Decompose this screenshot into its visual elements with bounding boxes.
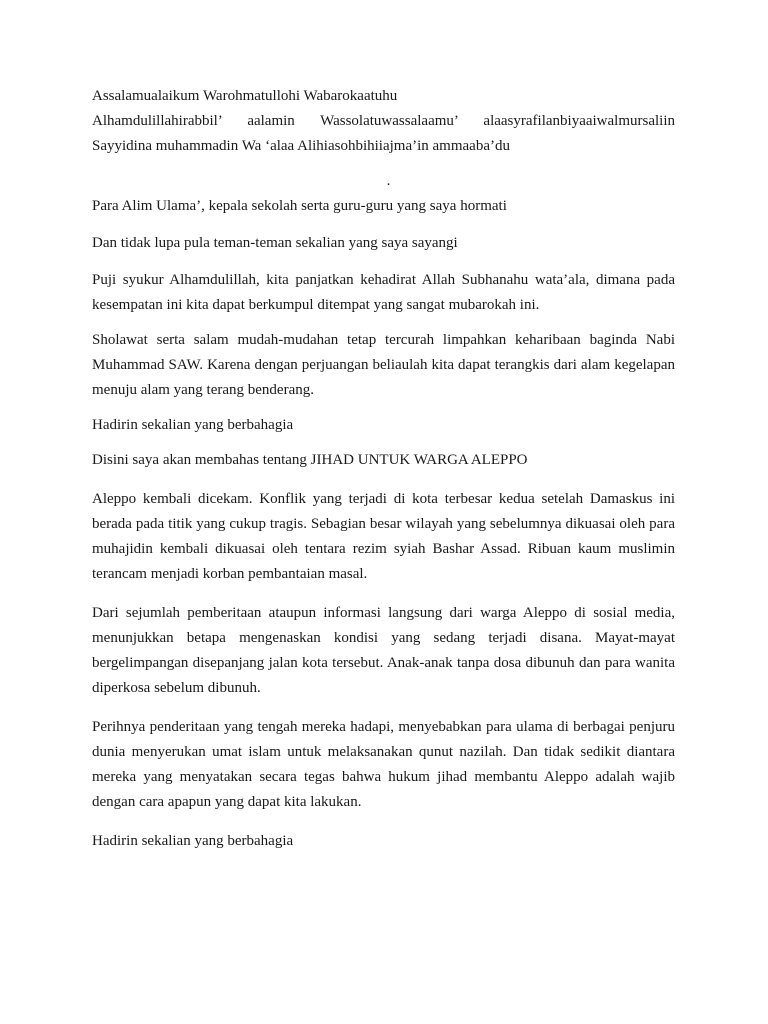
paragraph-audience-1: Hadirin sekalian yang berbahagia: [92, 417, 294, 433]
paragraph-address-ulama: Para Alim Ulama’, kepala sekolah serta guru-guru yang saya hormati: [92, 198, 507, 214]
paragraph-ulama-call: Perihnya penderitaan yang tengah mereka hadapi, menyebabkan para ulama di berbagai penjuru dunia menyerukan umat islam untuk melaksanakan qunut nazilah. Dan tidak sedikit diantara mereka yang menyatakan secara tegas bahwa hukum jihad membantu Aleppo adalah wajib dengan cara apapun yang dapat kita lakukan.: [92, 719, 675, 810]
paragraph-sholawat: Sholawat serta salam mudah-mudahan tetap tercurah limpahkan keharibaan baginda Nabi Muhammad SAW. Karena dengan perjuangan beliaulah kita dapat terangkis dari alam kegelapan menuju alam yang terang benderang.: [92, 332, 675, 398]
paragraph-topic: Disini saya akan membahas tentang JIHAD UNTUK WARGA ALEPPO: [92, 452, 528, 468]
paragraph-praise: Puji syukur Alhamdulillah, kita panjatkan kehadirat Allah Subhanahu wata’ala, dimana pada kesempatan ini kita dapat berkumpul ditempat yang sangat mubarokah ini.: [92, 272, 675, 313]
opening-line-2: Sayyidina muhammadin Wa ‘alaa Alihiasohbihiiajma’in ammaaba’du: [92, 138, 510, 154]
paragraph-address-friends: Dan tidak lupa pula teman-teman sekalian yang saya sayangi: [92, 235, 458, 251]
paragraph-audience-2: Hadirin sekalian yang berbahagia: [92, 833, 294, 849]
greeting-line: Assalamualaikum Warohmatullohi Wabarokaatuhu: [92, 88, 398, 104]
opening-line-1: Alhamdulillahirabbil’ aalamin Wassolatuwassalaamu’ alaasyrafilanbiyaaiwalmursaliin: [92, 113, 675, 129]
document-page: [92, 84, 675, 854]
paragraph-aleppo-conflict: Aleppo kembali dicekam. Konflik yang terjadi di kota terbesar kedua setelah Damaskus ini berada pada titik yang cukup tragis. Sebagian besar wilayah yang sebelumnya dikuasai oleh para muhajidin kembali dikuasai oleh tentara rezim syiah Bashar Assad. Ribuan kaum muslimin terancam menjadi korban pembantaian masal.: [92, 491, 675, 582]
separator-dot: .: [386, 173, 391, 189]
paragraph-aleppo-news: Dari sejumlah pemberitaan ataupun informasi langsung dari warga Aleppo di sosial media, menunjukkan betapa mengenaskan kondisi yang sedang terjadi disana. Mayat-mayat bergelimpangan disepanjang jalan kota tersebut. Anak-anak tanpa dosa dibunuh dan para wanita diperkosa sebelum dibunuh.: [92, 605, 675, 696]
